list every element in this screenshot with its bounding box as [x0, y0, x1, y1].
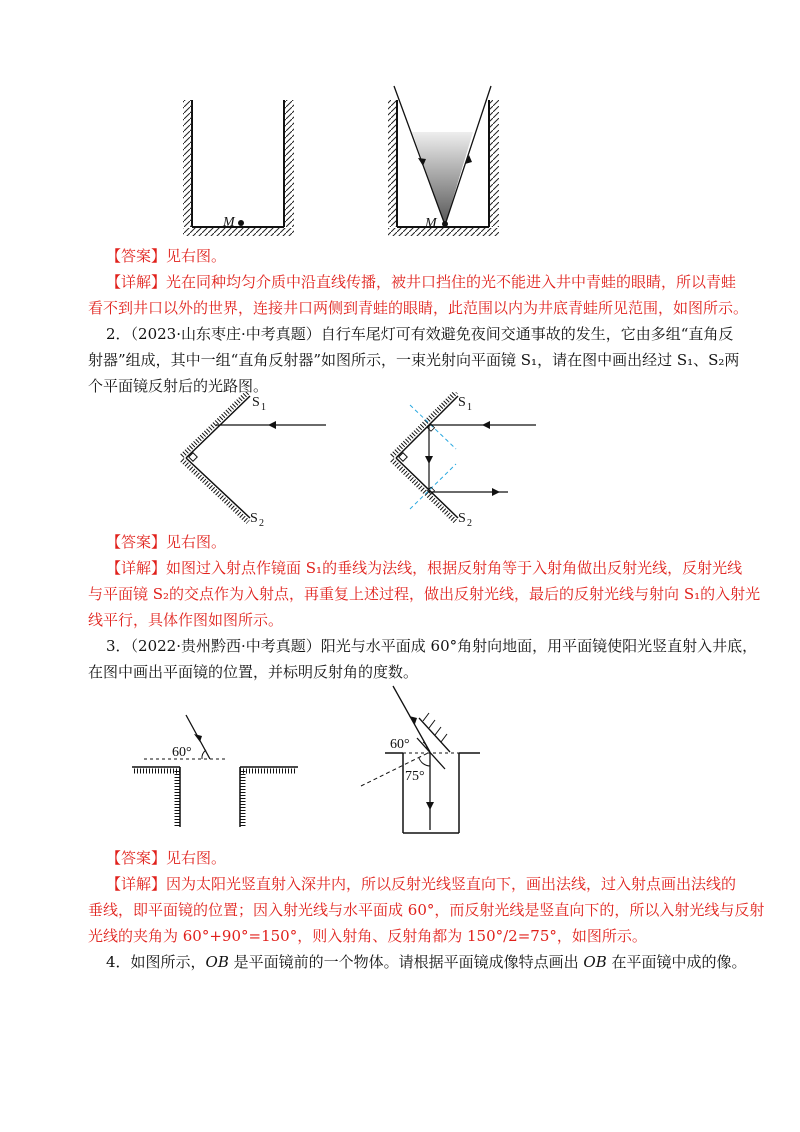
q4-text-c: 在平面镜中成的像。	[606, 953, 747, 971]
q2-detail-line1	[106, 556, 742, 581]
well-sun-figure-left	[128, 712, 303, 832]
q3-answer	[106, 846, 226, 871]
frog-point	[238, 220, 244, 226]
label-s2-right: S	[458, 511, 466, 526]
q2-line2: 射器”组成，其中一组“直角反射器”如图所示，一束光射向平面镜 S₁，请在图中画出经过 S₁、S₂两	[88, 351, 740, 369]
q3-detail-line3: 光线的夹角为 60°+90°=150°，则入射角、反射角都为 150°/2=75°，如图所示。	[88, 927, 647, 945]
q4-ob-1: OB	[205, 953, 229, 971]
q2-line1: 2．（2023·山东枣庄·中考真题）自行车尾灯可有效避免夜间交通事故的发生，它由多组“直角反	[106, 325, 734, 343]
label-s1-sub: 1	[261, 402, 266, 413]
reflector-figure-right	[388, 392, 538, 530]
detail-text: 光在同种均匀介质中沿直线传播，被井口挡住的光不能进入井中青蛙的眼睛，所以青蛙	[166, 273, 737, 291]
answer-tag: 【答案】	[106, 247, 167, 265]
q2-line3: 个平面镜反射后的光路图。	[88, 377, 269, 395]
well-sun-figure-right	[355, 682, 485, 837]
angle-label-60-right: 60°	[390, 737, 410, 752]
q3-detail-line2: 垂线，即平面镜的位置；因入射光线与水平面成 60°，而反射光线是竖直向下的，所以入射光线与反射	[88, 901, 765, 919]
q1-detail-line2: 看不到井口以外的世界，连接井口两侧到青蛙的眼睛，此范围以内为井底青蛙所见范围，如图所示。	[88, 299, 749, 317]
answer-tag: 【答案】	[106, 849, 167, 867]
q4-text-b: 是平面镜前的一个物体。请根据平面镜成像特点画出	[228, 953, 584, 971]
label-m-left: M	[223, 215, 235, 230]
well-figure-left	[178, 95, 298, 240]
label-s1: S	[252, 395, 260, 410]
label-s1-right: S	[458, 395, 466, 410]
label-s1-right-sub: 1	[467, 402, 472, 413]
q4-ob-2: OB	[583, 953, 607, 971]
q1-detail-line1	[106, 270, 736, 295]
q1-answer	[106, 244, 226, 269]
answer-text: 见右图。	[166, 533, 227, 551]
label-s2-right-sub: 2	[467, 518, 472, 529]
angle-label-60: 60°	[172, 745, 192, 760]
well-figure-right	[385, 82, 505, 240]
answer-text: 见右图。	[166, 849, 227, 867]
q3-detail-line1	[106, 872, 736, 897]
detail-text: 如图过入射点作镜面 S₁的垂线为法线，根据反射角等于入射角做出反射光线，反射光线	[166, 559, 743, 577]
detail-tag: 【详解】	[106, 559, 167, 577]
detail-text: 因为太阳光竖直射入深井内，所以反射光线竖直向下，画出法线，过入射点画出法线的	[166, 875, 737, 893]
answer-tag: 【答案】	[106, 533, 167, 551]
q2-answer	[106, 530, 226, 555]
answer-text: 见右图。	[166, 247, 227, 265]
q3-line2: 在图中画出平面镜的位置，并标明反射角的度数。	[88, 663, 419, 681]
q4-line1	[106, 950, 747, 975]
angle-label-75: 75°	[405, 769, 425, 784]
detail-tag: 【详解】	[106, 875, 167, 893]
q2-detail-line2: 与平面镜 S₂的交点作为入射点，再重复上述过程，做出反射光线，最后的反射光线与射向 S₁的入射光	[88, 585, 761, 603]
label-s2: S	[250, 511, 258, 526]
reflector-figure-left	[178, 392, 338, 530]
q3-line1: 3．（2022·贵州黔西·中考真题）阳光与水平面成 60°角射向地面，用平面镜使阳光竖直射入井底，	[106, 637, 758, 655]
q2-detail-line3: 线平行，具体作图如图所示。	[88, 611, 284, 629]
label-m-right: M	[425, 216, 437, 231]
label-s2-sub: 2	[259, 518, 264, 529]
detail-tag: 【详解】	[106, 273, 167, 291]
q4-text-a: 4．如图所示，	[106, 953, 206, 971]
